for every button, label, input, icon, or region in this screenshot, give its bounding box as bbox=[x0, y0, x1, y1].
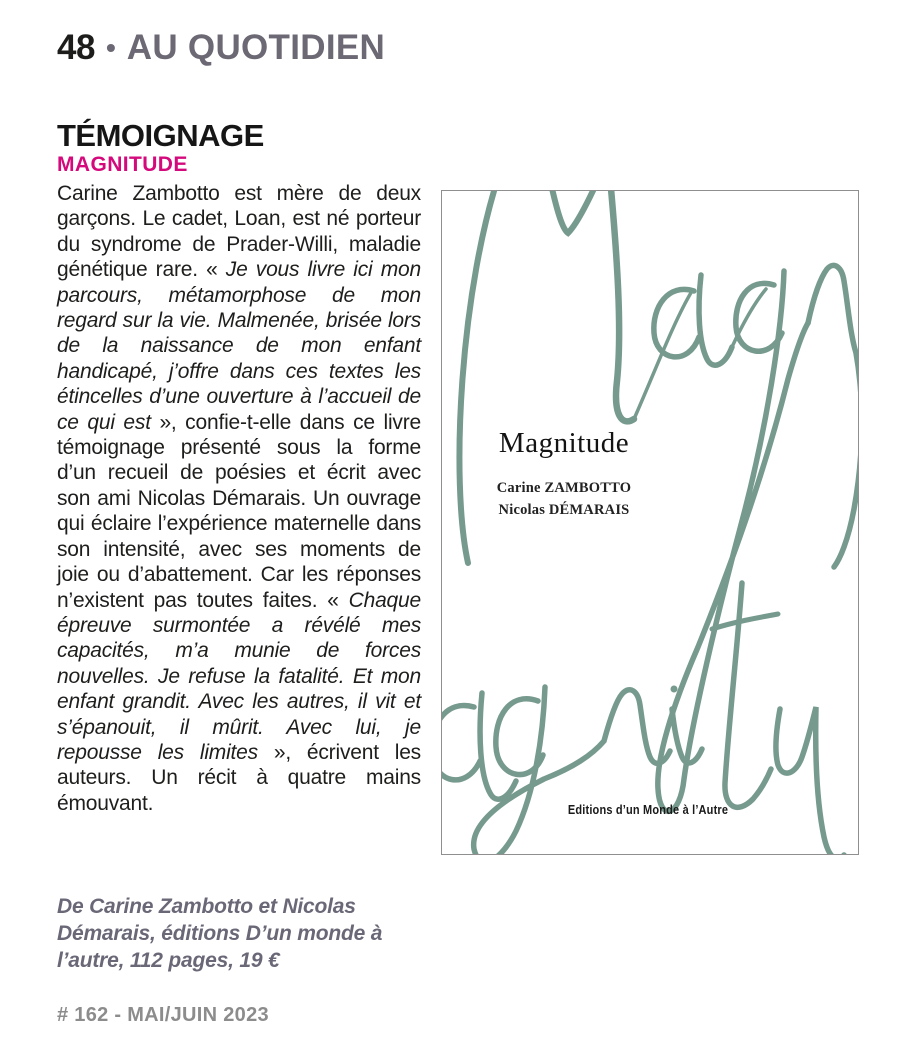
body-segment-roman: », confie-t-elle dans ce livre témoignage présenté sous la forme d’un recueil de poésies et écrit avec son ami Nicolas Démarais. Un ouvrage qui éclaire l’expérience maternelle dans son intensité, avec ses moments de joie ou d’abattement. Car les réponses n’existent pas toutes faites. « bbox=[57, 410, 421, 612]
article-title: MAGNITUDE bbox=[57, 153, 188, 176]
page-number: 48 bbox=[57, 28, 95, 67]
book-cover bbox=[441, 190, 859, 855]
body-segment-roman: », écrivent les auteurs. Un récit à quatre mains émouvant. bbox=[57, 740, 421, 815]
article-kicker: TÉMOIGNAGE bbox=[57, 118, 264, 153]
body-segment-roman: Carine Zambotto est mère de deux garçons. Le cadet, Loan, est né porteur du syndrome de Prader-Willi, maladie génétique rare. « bbox=[57, 182, 421, 282]
page-header bbox=[57, 28, 385, 68]
article-credit: De Carine Zambotto et Nicolas Démarais, éditions D’un monde à l’autre, 112 pages, 19 € bbox=[57, 895, 383, 972]
cover-script-art bbox=[442, 191, 858, 854]
body-segment-italic: Je vous livre ici mon parcours, métamorphose de mon regard sur la vie. Malmenée, brisée lors de la naissance de mon enfant handicapé, j’offre dans ces textes les étincelles d’une ouverture à l’accueil de ce qui est bbox=[57, 258, 421, 434]
issue-footer: # 162 - MAI/JUIN 2023 bbox=[57, 1004, 269, 1026]
cover-book-title: Magnitude bbox=[498, 427, 630, 459]
body-segment-italic: Chaque épreuve surmontée a révélé mes capacités, m’a munie de forces nouvelles. Je refuse la fatalité. Et mon enfant grandit. Avec les autres, il vit et s’épanouit, il mûrit. Avec lui, je repousse les limites bbox=[57, 588, 421, 764]
cover-author-2: Nicolas DÉMARAIS bbox=[498, 501, 630, 518]
cover-publisher: Editions d’un Monde à l’Autre bbox=[567, 803, 729, 817]
cover-author-1: Carine ZAMBOTTO bbox=[496, 480, 632, 496]
article-body bbox=[57, 181, 421, 816]
section-title: AU QUOTIDIEN bbox=[126, 28, 386, 67]
cover-authors bbox=[442, 478, 686, 521]
bullet-separator-icon: • bbox=[105, 32, 116, 63]
